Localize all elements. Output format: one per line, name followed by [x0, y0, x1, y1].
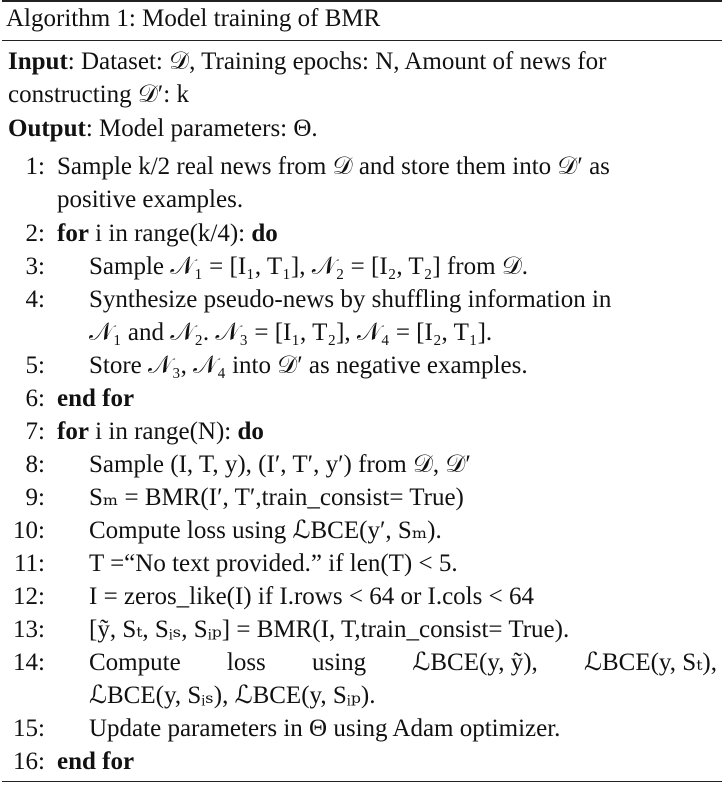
formula: ℒBCE(y, ỹ), — [412, 649, 538, 676]
line-text: T =“No text provided.” if len(T) < 5. — [89, 550, 458, 577]
keyword-do: do — [251, 220, 278, 247]
bottom-rule — [2, 781, 722, 782]
line-text — [57, 415, 264, 448]
line-text: Update parameters in Θ using Adam optimizer. — [89, 715, 561, 742]
keyword-do: do — [237, 418, 264, 445]
line-text: 𝒩₁ and 𝒩₂. 𝒩₃ = [I₁, T₂], 𝒩₄ = [I₂, T₁]. — [89, 319, 493, 346]
word: Compute — [89, 649, 181, 676]
line-text — [89, 646, 717, 679]
line-text: ℒBCE(y, Sᵢₛ), ℒBCE(y, Sᵢₚ). — [89, 682, 376, 709]
input-label: Input — [8, 48, 68, 75]
loop-range: i in range(N): — [95, 418, 232, 445]
line-number: 14: — [13, 649, 45, 676]
line-number: 15: — [13, 715, 45, 742]
line-number: 2: — [25, 220, 45, 247]
line-number: 11: — [13, 550, 45, 577]
keyword-for: for — [57, 418, 89, 445]
line-number: 8: — [25, 451, 45, 478]
caption-rule — [2, 40, 722, 41]
line-number: 16: — [13, 748, 45, 775]
loop-range: i in range(k/4): — [95, 220, 246, 247]
input-text-cont: constructing 𝒟′: k — [8, 81, 189, 108]
line-number: 10: — [13, 517, 45, 544]
keyword-end-for: end for — [57, 748, 135, 775]
line-number: 7: — [25, 418, 45, 445]
line-text — [57, 217, 278, 250]
line-number: 13: — [13, 616, 45, 643]
input-line — [8, 45, 606, 78]
output-line — [8, 112, 318, 145]
line-text: Compute loss using ℒBCE(y′, Sₘ). — [89, 517, 442, 544]
line-number: 3: — [25, 253, 45, 280]
line-text: positive examples. — [57, 186, 244, 213]
formula: ℒBCE(y, Sₜ), — [583, 649, 717, 676]
line-number: 12: — [13, 583, 45, 610]
line-text: Sₘ = BMR(I′, T′,train_consist= True) — [89, 484, 464, 511]
input-line-cont — [8, 78, 189, 111]
output-label: Output — [8, 115, 86, 142]
algorithm-block — [2, 0, 725, 787]
output-text: : Model parameters: Θ. — [85, 115, 318, 142]
line-text: Sample 𝒩₁ = [I₁, T₁], 𝒩₂ = [I₂, T₂] from 𝒟. — [89, 253, 529, 280]
word: loss — [226, 649, 266, 676]
line-number: 4: — [25, 286, 45, 313]
keyword-end-for: end for — [57, 385, 135, 412]
word: using — [311, 649, 367, 676]
line-text: Sample (I, T, y), (I′, T′, y′) from 𝒟, 𝒟′ — [89, 451, 471, 478]
line-text: I = zeros_like(I) if I.rows < 64 or I.cols < 64 — [89, 583, 534, 610]
line-number: 9: — [25, 484, 45, 511]
line-number: 5: — [25, 352, 45, 379]
line-text: [ỹ, Sₜ, Sᵢₛ, Sᵢₚ] = BMR(I, T,train_consist= True). — [89, 616, 570, 643]
keyword-for: for — [57, 220, 89, 247]
line-text: Synthesize pseudo-news by shuffling information in — [89, 286, 612, 313]
line-number: 1: — [25, 153, 45, 180]
algorithm-caption: Algorithm 1: Model training of BMR — [6, 5, 381, 32]
input-text: : Dataset: 𝒟, Training epochs: N, Amount of news for — [67, 48, 607, 75]
line-number: 6: — [25, 385, 45, 412]
line-text: Store 𝒩₃, 𝒩₄ into 𝒟′ as negative examples. — [89, 352, 528, 379]
line-text: Sample k/2 real news from 𝒟 and store them into 𝒟′ as — [57, 153, 610, 180]
